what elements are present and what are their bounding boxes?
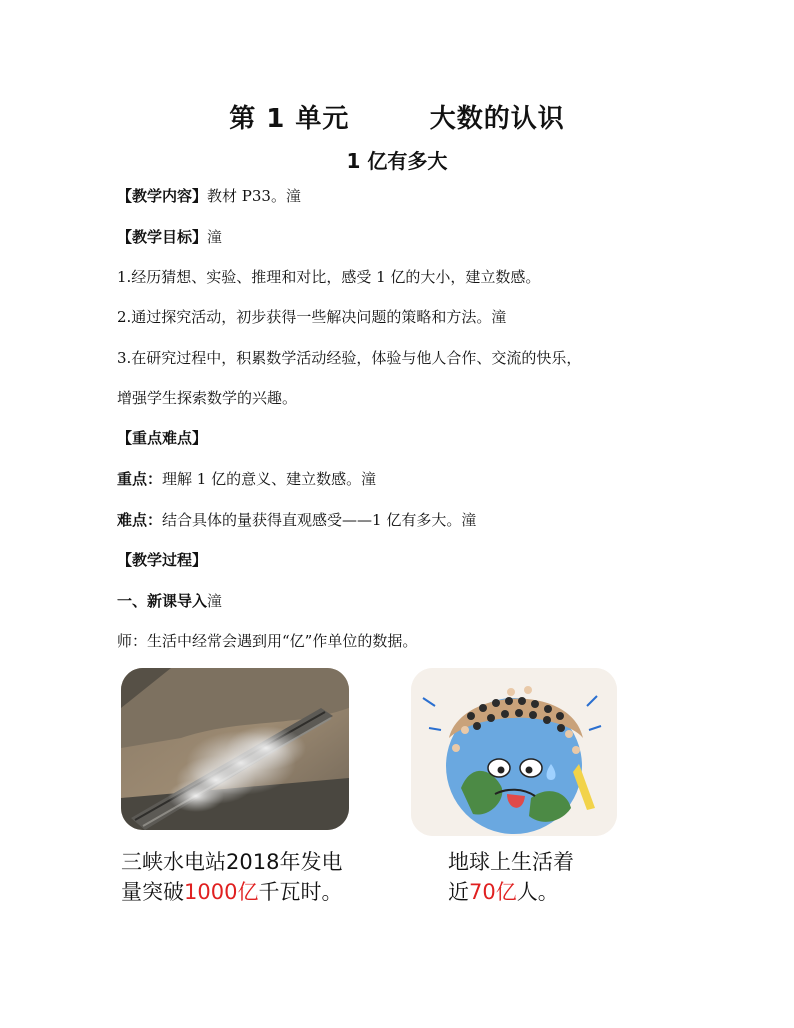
dam-caption-prefix: 量突破 [121, 880, 184, 904]
process-heading: 【教学过程】 [117, 551, 208, 569]
difficulty-line [117, 510, 476, 530]
dam-photo-image [121, 668, 349, 830]
stray-mark: 潼 [491, 308, 507, 326]
dam-caption [121, 847, 342, 907]
stray-mark: 潼 [207, 592, 223, 610]
content-line [117, 186, 301, 206]
key-text: 理解 1 亿的意义、建立数感。 [162, 470, 362, 488]
content-text: 教材 P33。 [207, 187, 286, 205]
goal-item-3-cont: 增强学生探索数学的兴趣。 [117, 389, 298, 407]
earth-caption [448, 847, 574, 907]
earth-caption-line-1: 地球上生活着 [448, 850, 574, 874]
stray-mark: 潼 [285, 187, 301, 205]
difficulty-label: 难点： [117, 511, 163, 529]
goal-item-2-line [117, 307, 506, 327]
intro-heading: 一、新课导入 [117, 592, 208, 610]
dam-caption-suffix: 千瓦时。 [258, 880, 343, 904]
earth-caption-prefix: 近 [448, 880, 469, 904]
goal-item-3: 3.在研究过程中，积累数学活动经验，体验与他人合作、交流的快乐， [117, 349, 582, 367]
stray-mark: 潼 [207, 228, 223, 246]
dam-caption-line-2 [121, 877, 342, 907]
key-point-line [117, 469, 376, 489]
dam-caption-line-1: 三峡水电站2018年发电 [121, 850, 343, 874]
intro-heading-line [117, 591, 222, 611]
teacher-line: 师：生活中经常会遇到用“亿”作单位的数据。 [117, 632, 418, 650]
key-label: 重点： [117, 470, 163, 488]
earth-caption-highlight: 70亿 [469, 880, 517, 904]
content-heading: 【教学内容】 [117, 187, 208, 205]
crowded-earth-illustration [411, 668, 617, 836]
goals-heading: 【教学目标】 [117, 228, 208, 246]
goal-item-1: 1.经历猜想、实验、推理和对比，感受 1 亿的大小，建立数感。 [117, 268, 541, 286]
earth-caption-suffix: 人。 [516, 880, 559, 904]
dam-photo [121, 668, 349, 830]
unit-title: 第 1 单元 大数的认识 [229, 104, 565, 134]
dam-caption-highlight: 1000亿 [184, 880, 259, 904]
difficulty-text: 结合具体的量获得直观感受——1 亿有多大。 [162, 511, 462, 529]
lesson-title: 1 亿有多大 [346, 149, 448, 173]
key-heading: 【重点难点】 [117, 429, 208, 447]
stray-mark: 潼 [361, 470, 377, 488]
stray-mark: 潼 [461, 511, 477, 529]
earth-cartoon-image [411, 668, 617, 836]
key-heading-line [117, 428, 207, 448]
earth-caption-line-2 [448, 877, 574, 907]
process-heading-line [117, 550, 207, 570]
goals-heading-line [117, 227, 222, 247]
goal-item-2: 2.通过探究活动，初步获得一些解决问题的策略和方法。 [117, 308, 492, 326]
